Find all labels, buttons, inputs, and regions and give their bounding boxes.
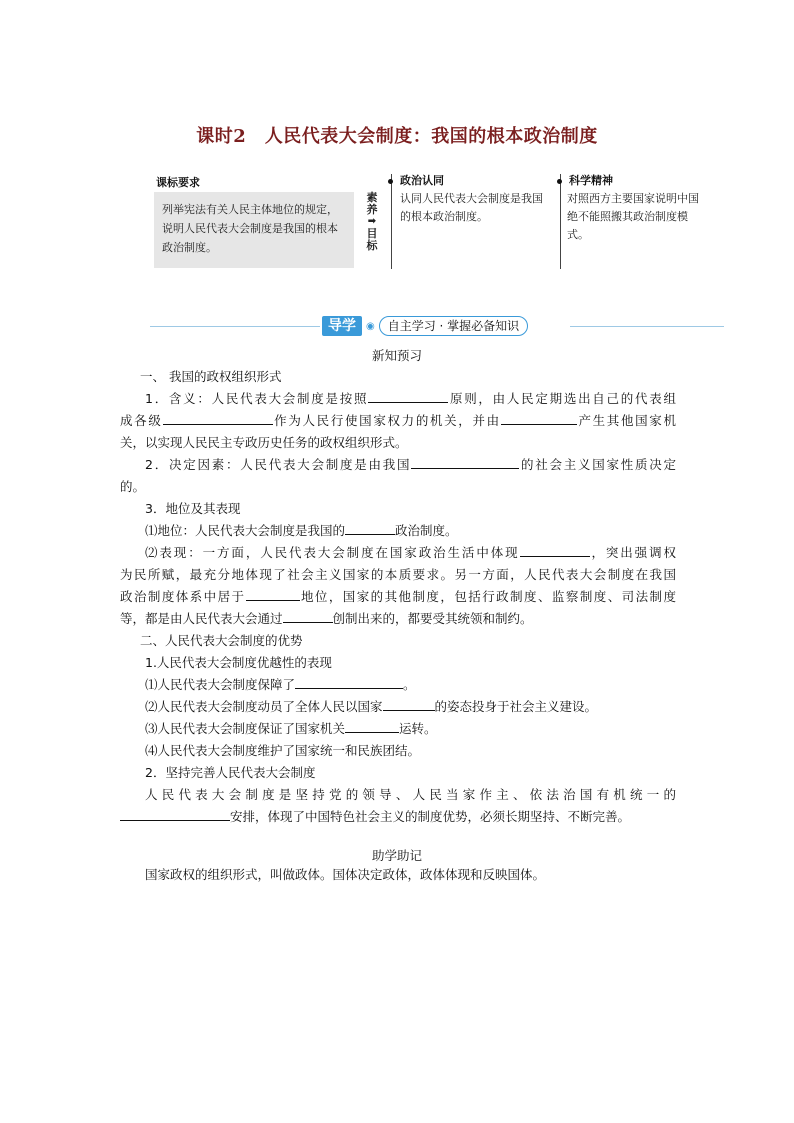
bullet-icon — [388, 179, 393, 184]
requirement-label: 课标要求 — [156, 176, 200, 189]
arrow-icon: ➡ — [367, 216, 377, 227]
q1-item-2: ⑵人民代表大会制度动员了全体人民以国家 的姿态投身于社会主义建设。 — [120, 696, 676, 718]
lesson-title: 课时2 人民代表大会制度：我国的根本政治制度 — [196, 126, 598, 147]
fill-blank[interactable] — [283, 608, 333, 623]
section-banner — [322, 316, 528, 336]
paragraph-3-1: ⑴地位：人民代表大会制度是我国的 政治制度。 — [120, 520, 676, 542]
goal-text-1: 认同人民代表大会制度是我国的根本政治制度。 — [400, 192, 543, 223]
banner-subtitle: 自主学习 · 掌握必备知识 — [379, 316, 528, 336]
fill-blank[interactable] — [246, 586, 300, 601]
fill-blank[interactable] — [345, 520, 395, 535]
goal-divider-1 — [391, 174, 392, 269]
fill-blank[interactable] — [520, 542, 590, 557]
banner-tag: 导学 — [322, 316, 362, 336]
fill-blank[interactable] — [163, 410, 273, 425]
paragraph-1-line-2: 成各级 作为人民行使国家权力的机关，并由 产生其他国家机 — [120, 410, 676, 432]
section-1-title: 一、 我国的政权组织形式 — [140, 369, 282, 384]
q2-line-1: 人民代表大会制度是坚持党的领导、人民当家作主、依法治国有机统一的 — [145, 787, 676, 802]
paragraph-3-2-line-4: 等，都是由人民代表大会通过 创制出来的，都要受其统领和制约。 — [120, 608, 676, 630]
paragraph-3-2-line-1: ⑵表现：一方面，人民代表大会制度在国家政治生活中体现 ，突出强调权 — [120, 542, 676, 564]
paragraph-3-2-line-2: 为民所赋，最充分地体现了社会主义国家的本质要求。另一方面，人民代表大会制度在我国 — [120, 567, 676, 582]
goal-heading-2: 科学精神 — [557, 172, 613, 188]
paragraph-3-title: 3．地位及其表现 — [145, 501, 241, 516]
bullet-icon — [557, 179, 562, 184]
preview-title: 新知预习 — [371, 348, 422, 363]
q2-title: 2．坚持完善人民代表大会制度 — [145, 765, 316, 780]
paragraph-1-line-3: 关，以实现人民民主专政历史任务的政权组织形式。 — [120, 435, 408, 450]
fill-blank[interactable] — [501, 410, 577, 425]
goal-divider-2 — [560, 174, 561, 269]
goal-badge-bottom: 目标 — [366, 227, 378, 252]
q2-line-2: 安排，体现了中国特色社会主义的制度优势，必须长期坚持、不断完善。 — [120, 806, 676, 828]
fill-blank[interactable] — [383, 696, 435, 711]
q1-title: 1.人民代表大会制度优越性的表现 — [145, 655, 332, 670]
banner-rule-right — [570, 326, 724, 327]
paragraph-3-2-line-3: 政治制度体系中居于 地位，国家的其他制度，包括行政制度、监察制度、司法制度 — [120, 586, 676, 608]
helper-text: 国家政权的组织形式，叫做政体。国体决定政体，政体体现和反映国体。 — [145, 867, 546, 882]
fill-blank[interactable] — [345, 718, 399, 733]
fill-blank[interactable] — [120, 806, 230, 821]
goal-badge-top: 素养 — [366, 191, 378, 216]
circle-dot-icon: ◉ — [366, 320, 375, 332]
banner-rule-left — [150, 326, 320, 327]
helper-title: 助学助记 — [371, 848, 422, 863]
goal-badge — [364, 192, 380, 252]
requirement-box: 列举宪法有关人民主体地位的规定，说明人民代表大会制度是我国的根本政治制度。 — [154, 192, 354, 268]
q1-item-3: ⑶人民代表大会制度保证了国家机关 运转。 — [120, 718, 676, 740]
q1-item-4: ⑷人民代表大会制度维护了国家统一和民族团结。 — [145, 743, 421, 758]
paragraph-2-line-2: 的。 — [120, 479, 146, 494]
paragraph-1-line-1: 1．含义：人民代表大会制度是按照 原则，由人民定期选出自己的代表组 — [120, 388, 676, 410]
preview-content — [120, 366, 676, 828]
fill-blank[interactable] — [368, 388, 448, 403]
section-2-title: 二、人民代表大会制度的优势 — [140, 633, 303, 648]
fill-blank[interactable] — [295, 674, 403, 689]
q1-item-1: ⑴人民代表大会制度保障了 。 — [120, 674, 676, 696]
goal-text-2: 对照西方主要国家说明中国绝不能照搬其政治制度模式。 — [567, 192, 699, 241]
fill-blank[interactable] — [411, 454, 519, 469]
paragraph-2-line-1: 2．决定因素：人民代表大会制度是由我国 的社会主义国家性质决定 — [120, 454, 676, 476]
goal-heading-1: 政治认同 — [388, 172, 444, 188]
